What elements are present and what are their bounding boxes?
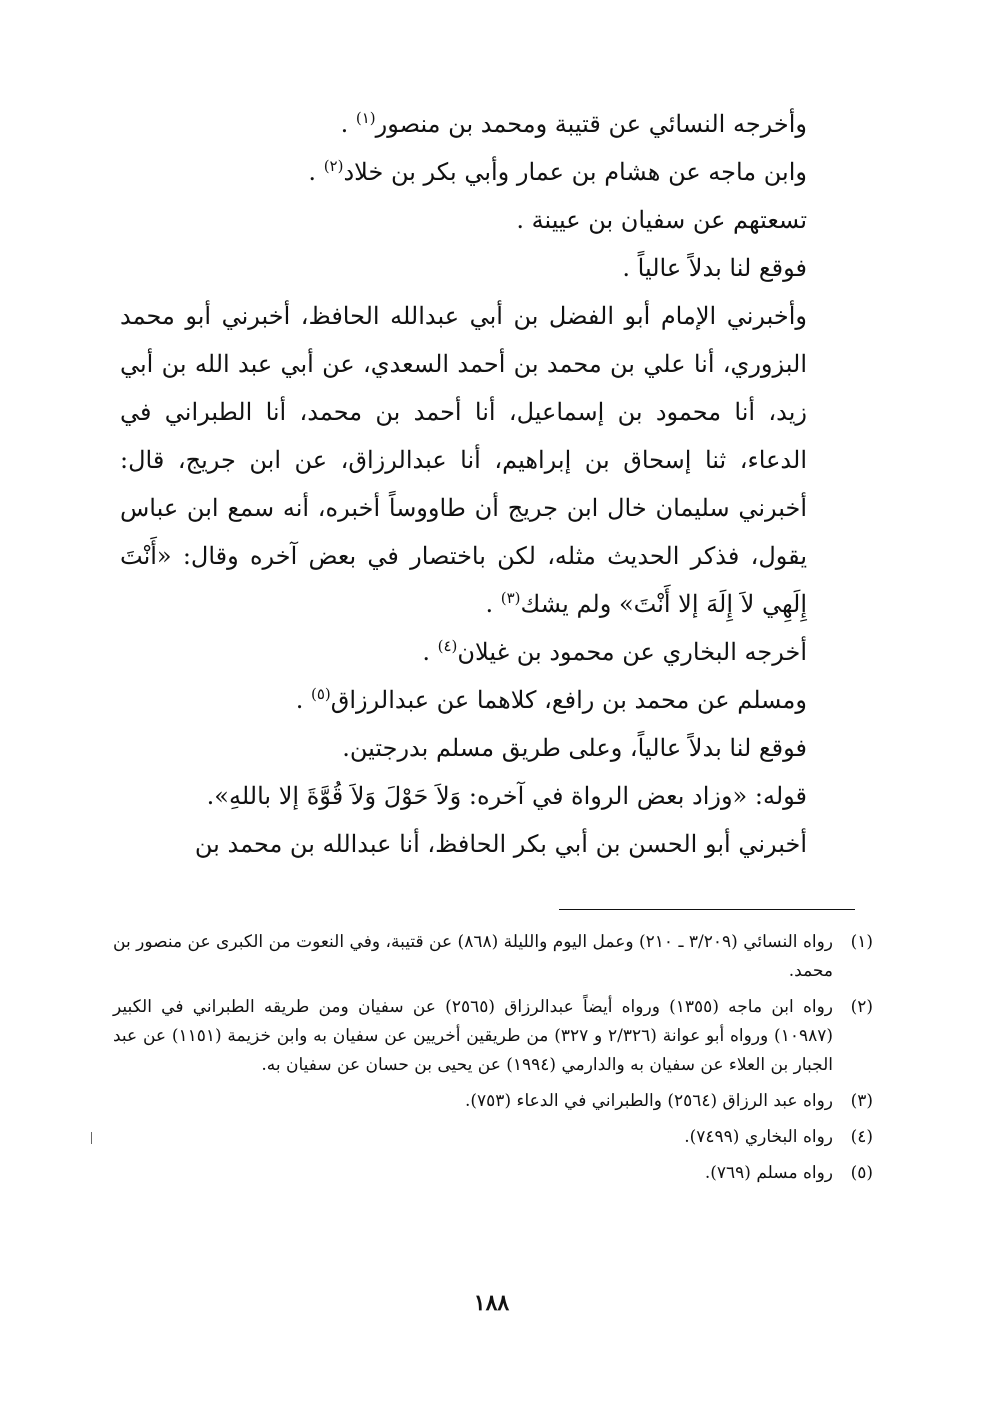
text-line [120,676,855,724]
main-text [120,100,855,868]
footnotes [113,928,873,1195]
text-line-body: أخبرني أبو الحسن بن أبي بكر الحافظ، أنا عبدالله بن محمد بن [194,830,807,858]
text-line [120,100,855,148]
text-line-body: تسعتهم عن سفيان بن عيينة . [516,206,807,234]
text-line [120,820,855,868]
line-end: . [295,686,311,714]
footnote [113,1123,873,1152]
footnote-number: (٢) [850,997,873,1017]
footnote-marker: (٢) [323,157,344,175]
line-end: . [340,110,356,138]
footnote-number: (٥) [850,1163,873,1183]
footnote-marker: (١) [355,109,376,127]
text-line-body: ومسلم عن محمد بن رافع، كلاهما عن عبدالرزاق [330,686,807,714]
footnote-number: (٣) [850,1091,873,1111]
footnote-text: رواه النسائي (٣/٢٠٩ ـ ٢١٠) وعمل اليوم والليلة (٨٦٨) عن قتيبة، وفي النعوت من الكبرى عن منصور بن محمد. [113,932,833,981]
text-line [120,148,855,196]
text-line-body: فوقع لنا بدلاً عالياً، وعلى طريق مسلم بدرجتين. [342,734,807,762]
text-line-body: فوقع لنا بدلاً عالياً . [622,254,807,282]
text-line [120,724,855,772]
footnote [113,1159,873,1188]
footnote-marker: (٣) [500,589,521,607]
text-line-body: أخرجه البخاري عن محمود بن غيلان [457,638,807,666]
footnote-separator [559,909,855,910]
footnote [113,1087,873,1116]
footnote-text: رواه البخاري (٧٤٩٩). [684,1127,833,1147]
footnote [113,928,873,986]
isnad-paragraph [120,292,855,628]
footnote-marker: (٤) [437,637,458,655]
text-line-body: قوله: «وزاد بعض الرواة في آخره: وَلاَ حَوْلَ وَلاَ قُوَّةَ إلا باللهِ». [206,782,807,810]
footnote-text: رواه مسلم (٧٦٩). [704,1163,833,1183]
footnote-number: (١) [850,932,873,952]
line-end: . [485,590,501,618]
text-line [120,244,855,292]
text-line [120,196,855,244]
text-line [120,772,855,820]
scan-mark [91,1132,92,1144]
footnote-text: رواه ابن ماجه (١٣٥٥) ورواه أيضاً عبدالرزاق (٢٥٦٥) عن سفيان ومن طريقه الطبراني في الكبير (١٠٩٨٧) ورواه أبو عوانة (٢/٣٢٦ و ٣٢٧) من طريقين أخريين عن سفيان به وابن خزيمة (١١٥١) عن عبد الجبار بن العلاء عن سفيان به والدارمي (١٩٩٤) عن يحيى بن حسان عن سفيان به. [113,997,833,1075]
text-line [120,628,855,676]
footnote [113,993,873,1080]
text-line-body: وأخرجه النسائي عن قتيبة ومحمد بن منصور [375,110,807,138]
footnote-number: (٤) [850,1127,873,1147]
footnote-text: رواه عبد الرزاق (٢٥٦٤) والطبراني في الدعاء (٧٥٣). [465,1091,833,1111]
page-number: ١٨٨ [473,1290,510,1316]
line-end: . [308,158,324,186]
line-end: . [422,638,438,666]
paragraph-body: وأخبرني الإمام أبو الفضل بن أبي عبدالله الحافظ، أخبرني أبو محمد البزوري، أنا علي بن محمد بن أحمد السعدي، عن أبي عبد الله بن أبي زيد، أنا محمود بن إسماعيل، أنا أحمد بن محمد، أنا الطبراني في الدعاء، ثنا إسحاق بن إبراهيم، أنا عبدالرزاق، عن ابن جريج، قال: أخبرني سليمان خال ابن جريج أن طاووساً أخبره، أنه سمع ابن عباس يقول، فذكر الحديث مثله، لكن باختصار في بعض آخره وقال: «أَنْتَ إِلَهِي لاَ إِلَهَ إلا أَنْتَ» ولم يشك [120,302,808,618]
footnote-marker: (٥) [310,685,331,703]
text-line-body: وابن ماجه عن هشام بن عمار وأبي بكر بن خلاد [343,158,807,186]
